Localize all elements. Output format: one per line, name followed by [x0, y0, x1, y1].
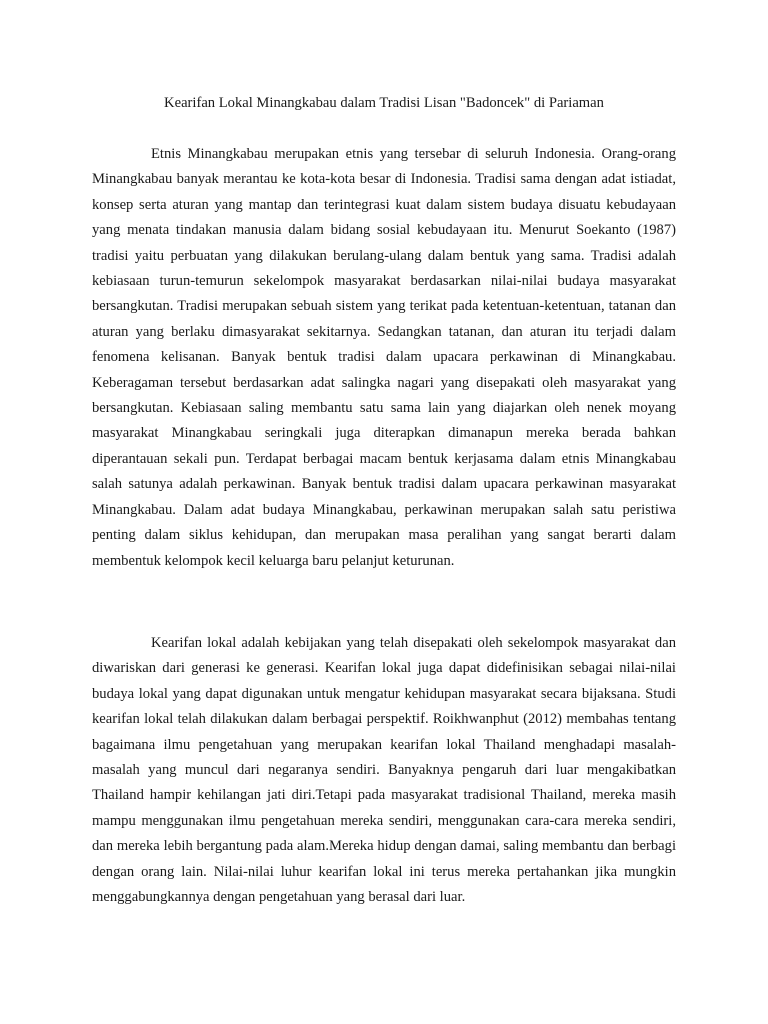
document-title: Kearifan Lokal Minangkabau dalam Tradisi Lisan "Badoncek" di Pariaman — [164, 95, 604, 111]
paragraph-kearifan-lokal: Kearifan lokal adalah kebijakan yang telah disepakati oleh sekelompok masyarakat dan diwariskan dari generasi ke generasi. Kearifan lokal juga dapat didefinisikan sebagai nilai-nilai budaya lokal yang dapat digunakan untuk mengatur kehidupan masyarakat secara bijaksana. Studi kearifan lokal telah dilakukan dalam berbagai perspektif. Roikhwanphut (2012) membahas tentang bagaimana ilmu pengetahuan yang merupakan kearifan lokal Thailand menghadapi masalah-masalah yang muncul dari negaranya sendiri. Banyaknya pengaruh dari luar mengakibatkan Thailand hampir kehilangan jati diri.Tetapi pada masyarakat tradisional Thailand, mereka masih mampu menggunakan ilmu pengetahuan mereka sendiri, menggunakan cara-cara mereka sendiri, dan mereka lebih bergantung pada alam.Mereka hidup dengan damai, saling membantu dan berbagi dengan orang lain. Nilai-nilai luhur kearifan lokal ini terus mereka pertahankan jika mungkin menggabungkannya dengan pengetahuan yang berasal dari luar. — [92, 635, 676, 906]
paragraph-etnis-minangkabau: Etnis Minangkabau merupakan etnis yang tersebar di seluruh Indonesia. Orang-orang Minangkabau banyak merantau ke kota-kota besar di Indonesia. Tradisi sama dengan adat istiadat, konsep serta aturan yang mantap dan terintegrasi kuat dalam sistem budaya disuatu kebudayaan yang menata tindakan manusia dalam bidang sosial kebudayaan itu. Menurut Soekanto (1987) tradisi yaitu perbuatan yang dilakukan berulang-ulang dalam bentuk yang sama. Tradisi adalah kebiasaan turun-temurun sekelompok masyarakat berdasarkan nilai-nilai budaya masyarakat bersangkutan. Tradisi merupakan sebuah sistem yang terikat pada ketentuan-ketentuan, tatanan dan aturan yang berlaku dimasyarakat sekitarnya. Sedangkan tatanan, dan aturan itu terjadi dalam fenomena kelisanan. Banyak bentuk tradisi dalam upacara perkawinan di Minangkabau. Keberagaman tersebut berdasarkan adat salingka nagari yang disepakati oleh masyarakat yang bersangkutan. Kebiasaan saling membantu satu sama lain yang diajarkan oleh nenek moyang masyarakat Minangkabau seringkali juga diterapkan dimanapun mereka berada bahkan diperantauan sekali pun. Terdapat berbagai macam bentuk kerjasama dalam etnis Minangkabau salah satunya adalah perkawinan. Banyak bentuk tradisi dalam upacara perkawinan masyarakat Minangkabau. Dalam adat budaya Minangkabau, perkawinan merupakan salah satu peristiwa penting dalam siklus kehidupan, dan merupakan masa peralihan yang sangat berarti dalam membentuk kelompok kecil keluarga baru pelanjut keturunan. — [92, 146, 676, 569]
